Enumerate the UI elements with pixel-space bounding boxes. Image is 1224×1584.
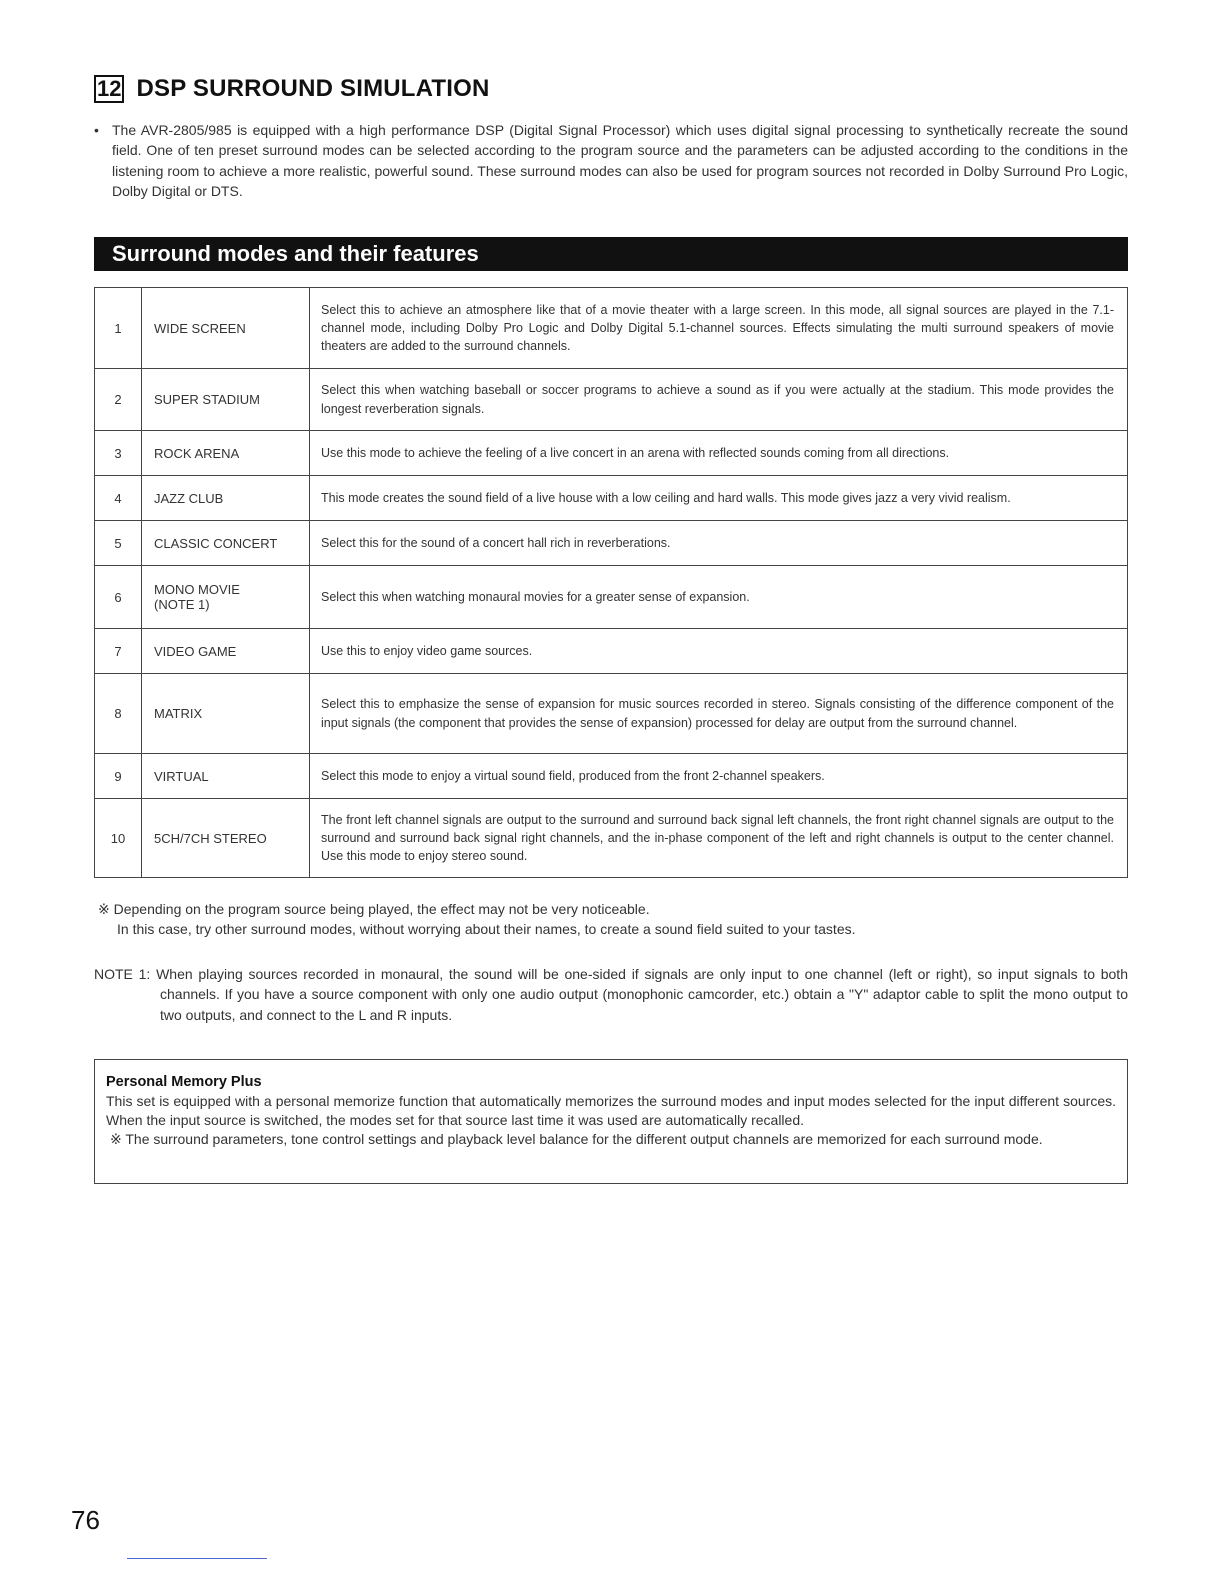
section-title: DSP SURROUND SIMULATION bbox=[136, 75, 490, 102]
table-row bbox=[95, 521, 1128, 566]
mode-number: 7 bbox=[95, 629, 142, 674]
asterisk-note-icon: ※ bbox=[98, 901, 110, 917]
mode-name: MONO MOVIE bbox=[154, 582, 240, 597]
mode-number: 2 bbox=[95, 369, 142, 431]
table-row bbox=[95, 799, 1128, 878]
table-row bbox=[95, 566, 1128, 629]
bullet-icon: • bbox=[94, 122, 99, 138]
section-heading bbox=[94, 75, 490, 103]
note-1 bbox=[94, 964, 1128, 1025]
table-row bbox=[95, 674, 1128, 754]
mode-name: SUPER STADIUM bbox=[142, 369, 310, 431]
mode-name: WIDE SCREEN bbox=[142, 288, 310, 369]
mode-number: 8 bbox=[95, 674, 142, 754]
intro-text: The AVR-2805/985 is equipped with a high performance DSP (Digital Signal Processor) which uses digital signal processing to synthetically recreate the sound field. One of ten preset surround modes can be selected according to the program source and the parameters can be adjusted according to the conditions in the listening room to achieve a more realistic, powerful sound. These surround modes can also be used for program sources not recorded in Dolby Surround Pro Logic, Dolby Digital or DTS. bbox=[112, 122, 1128, 200]
mode-number: 5 bbox=[95, 521, 142, 566]
memory-title: Personal Memory Plus bbox=[106, 1074, 262, 1090]
table-row bbox=[95, 431, 1128, 476]
subheading-bar: Surround modes and their features bbox=[94, 237, 1128, 271]
mode-number: 3 bbox=[95, 431, 142, 476]
mode-number: 6 bbox=[95, 566, 142, 629]
mode-number: 1 bbox=[95, 288, 142, 369]
note-1-label: NOTE 1: bbox=[94, 966, 151, 982]
memory-text: This set is equipped with a personal memorize function that automatically memorizes the surround modes and input modes selected for the input different sources. When the input source is switched, the modes set for that source last time it was used are automatically recalled. bbox=[106, 1093, 1116, 1128]
page-number: 76 bbox=[71, 1505, 100, 1535]
intro-paragraph bbox=[94, 120, 1128, 202]
mode-number: 10 bbox=[95, 799, 142, 878]
mode-name: ROCK ARENA bbox=[142, 431, 310, 476]
mode-number: 4 bbox=[95, 476, 142, 521]
note-text: Depending on the program source being played, the effect may not be very noticeable. bbox=[113, 901, 650, 917]
asterisk-note-icon: ※ bbox=[110, 1131, 122, 1147]
mode-description: Select this to emphasize the sense of expansion for music sources recorded in stereo. Signals consisting of the difference component of the input signals (the component that provides the sense of expansion) processed for delay are output from the surround channel. bbox=[310, 674, 1128, 754]
mode-name-note: (NOTE 1) bbox=[154, 597, 210, 612]
table-row bbox=[95, 476, 1128, 521]
table-row bbox=[95, 754, 1128, 799]
mode-name-cell bbox=[142, 566, 310, 629]
mode-name: 5CH/7CH STEREO bbox=[142, 799, 310, 878]
note-line-2: In this case, try other surround modes, without worrying about their names, to create a sound field suited to your tastes. bbox=[117, 921, 856, 938]
mode-description: Use this to enjoy video game sources. bbox=[310, 629, 1128, 674]
memory-note bbox=[106, 1130, 1116, 1149]
mode-number: 9 bbox=[95, 754, 142, 799]
surround-modes-table bbox=[94, 287, 1128, 878]
mode-description: This mode creates the sound field of a live house with a low ceiling and hard walls. This mode gives jazz a very vivid realism. bbox=[310, 476, 1128, 521]
mode-name: VIRTUAL bbox=[142, 754, 310, 799]
personal-memory-box bbox=[94, 1059, 1128, 1184]
note-1-text: When playing sources recorded in monaural, the sound will be one-sided if signals are only input to one channel (left or right), so input signals to both channels. If you have a source component with only one audio output (monophonic camcorder, etc.) obtain a "Y" adaptor cable to split the mono output to two outputs, and connect to the L and R inputs. bbox=[156, 966, 1128, 1023]
section-number: 12 bbox=[94, 75, 124, 103]
memory-note-text: The surround parameters, tone control settings and playback level balance for the different output channels are memorized for each surround mode. bbox=[125, 1131, 1043, 1147]
mode-description: Select this mode to enjoy a virtual sound field, produced from the front 2-channel speakers. bbox=[310, 754, 1128, 799]
mode-description: The front left channel signals are output to the surround and surround back signal left channels, the front right channel signals are output to the surround and surround back signal right channels, and the in-phase component of the left and right channels is output to the center channel. Use this mode to enjoy stereo sound. bbox=[310, 799, 1128, 878]
mode-description: Select this when watching baseball or soccer programs to achieve a sound as if you were actually at the stadium. This mode provides the longest reverberation signals. bbox=[310, 369, 1128, 431]
mode-description: Select this to achieve an atmosphere like that of a movie theater with a large screen. In this mode, all signal sources are played in the 7.1-channel mode, including Dolby Pro Logic and Dolby Digital 5.1-channel sources. Effects simulating the multi surround speakers of movie theaters are added to the surround channels. bbox=[310, 288, 1128, 369]
mode-name: CLASSIC CONCERT bbox=[142, 521, 310, 566]
table-row bbox=[95, 629, 1128, 674]
notes-block bbox=[94, 899, 1128, 940]
mode-name: MATRIX bbox=[142, 674, 310, 754]
footer-rule bbox=[127, 1558, 267, 1559]
mode-description: Select this when watching monaural movies for a greater sense of expansion. bbox=[310, 566, 1128, 629]
mode-name: VIDEO GAME bbox=[142, 629, 310, 674]
mode-description: Use this mode to achieve the feeling of a live concert in an arena with reflected sounds coming from all directions. bbox=[310, 431, 1128, 476]
mode-description: Select this for the sound of a concert hall rich in reverberations. bbox=[310, 521, 1128, 566]
table-row bbox=[95, 369, 1128, 431]
table-row bbox=[95, 288, 1128, 369]
note-line bbox=[98, 899, 1128, 919]
note-1-body bbox=[94, 964, 1128, 1025]
mode-name: JAZZ CLUB bbox=[142, 476, 310, 521]
